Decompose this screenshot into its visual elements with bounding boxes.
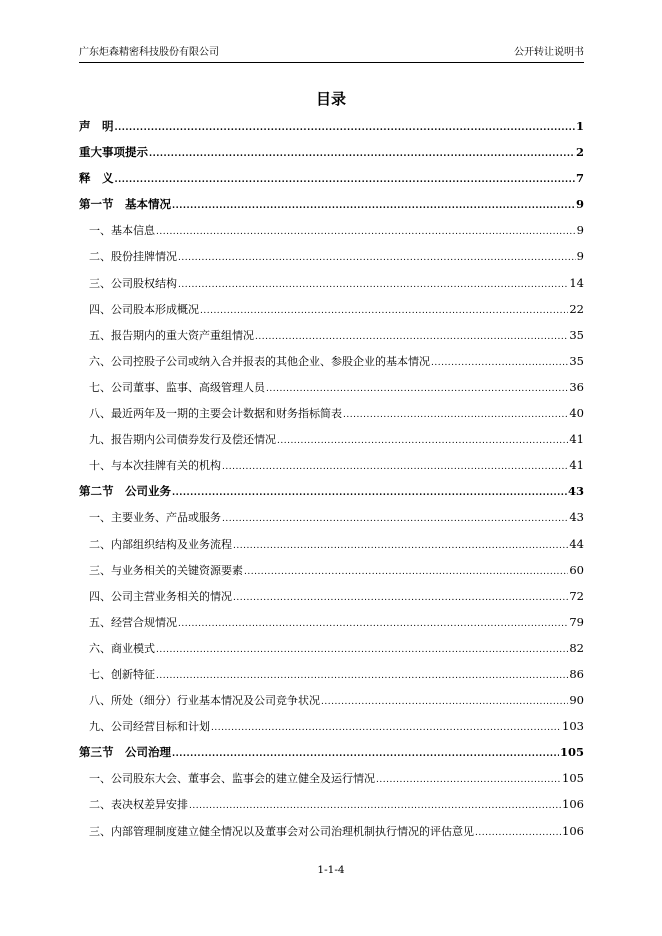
- toc-dot-leader: [178, 611, 568, 637]
- toc-section-entry[interactable]: [79, 139, 584, 165]
- toc-section-entry[interactable]: [79, 478, 584, 504]
- toc-entry-page: 82: [569, 640, 584, 655]
- toc-entry-page: 35: [569, 353, 584, 368]
- toc-dot-leader: [321, 689, 568, 715]
- toc-entry-page: 105: [562, 771, 584, 786]
- toc-entry-page: 79: [569, 614, 584, 629]
- toc-dot-leader: [266, 376, 568, 402]
- toc-entry-page: 36: [569, 379, 584, 394]
- toc-entry-page: 44: [569, 536, 584, 551]
- toc-subsection-entry[interactable]: [79, 374, 584, 400]
- toc-dot-leader: [115, 167, 575, 193]
- toc-entry-page: 106: [562, 797, 584, 812]
- toc-entry-label: 四、公司股本形成概况: [89, 302, 199, 316]
- toc-entry-page: 86: [569, 666, 584, 681]
- toc-entry-page: 41: [569, 458, 584, 473]
- toc-dot-leader: [149, 141, 575, 167]
- toc-dot-leader: [178, 272, 568, 298]
- toc-dot-leader: [156, 637, 568, 663]
- toc-entry-label: 十、与本次挂牌有关的机构: [89, 459, 221, 473]
- toc-subsection-entry[interactable]: [79, 348, 584, 374]
- toc-dot-leader: [178, 245, 576, 271]
- toc-entry-page: 41: [569, 432, 584, 447]
- toc-subsection-entry[interactable]: [79, 818, 584, 844]
- toc-subsection-entry[interactable]: [79, 791, 584, 817]
- toc-dot-leader: [431, 350, 568, 376]
- toc-entry-label: 释 义: [79, 171, 114, 186]
- toc-section-entry[interactable]: [79, 739, 584, 765]
- toc-dot-leader: [222, 454, 568, 480]
- toc-subsection-entry[interactable]: [79, 400, 584, 426]
- toc-entry-label: 五、报告期内的重大资产重组情况: [89, 328, 254, 342]
- toc-dot-leader: [233, 533, 568, 559]
- toc-entry-label: 三、公司股权结构: [89, 276, 177, 290]
- toc-dot-leader: [172, 193, 575, 219]
- toc-subsection-entry[interactable]: [79, 583, 584, 609]
- toc-entry-page: 72: [569, 588, 584, 603]
- toc-subsection-entry[interactable]: [79, 765, 584, 791]
- toc-entry-label: 九、公司经营目标和计划: [89, 720, 210, 734]
- toc-subsection-entry[interactable]: [79, 504, 584, 530]
- toc-entry-label: 重大事项提示: [79, 145, 148, 160]
- toc-entry-page: 2: [575, 145, 584, 160]
- toc-entry-label: 四、公司主营业务相关的情况: [89, 589, 232, 603]
- toc-subsection-entry[interactable]: [79, 713, 584, 739]
- toc-dot-leader: [172, 480, 567, 506]
- toc-dot-leader: [200, 298, 568, 324]
- toc-entry-label: 三、内部管理制度建立健全情况以及董事会对公司治理机制执行情况的评估意见: [89, 824, 474, 838]
- toc-entry-page: 43: [569, 510, 584, 525]
- toc-entry-label: 一、公司股东大会、董事会、监事会的建立健全及运行情况: [89, 772, 375, 786]
- toc-entry-page: 9: [576, 249, 584, 264]
- toc-entry-label: 二、股份挂牌情况: [89, 250, 177, 264]
- toc-entry-page: 90: [569, 693, 584, 708]
- toc-dot-leader: [343, 402, 568, 428]
- toc-entry-label: 声 明: [79, 119, 114, 133]
- toc-entry-page: 14: [569, 275, 584, 290]
- toc-section-entry[interactable]: [79, 113, 584, 139]
- toc-dot-leader: [189, 793, 561, 819]
- toc-subsection-entry[interactable]: [79, 217, 584, 243]
- toc-entry-page: 9: [575, 197, 584, 212]
- toc-entry-page: 7: [575, 171, 584, 186]
- toc-entry-page: 43: [567, 484, 584, 499]
- table-of-contents: [79, 113, 584, 844]
- toc-subsection-entry[interactable]: [79, 531, 584, 557]
- toc-dot-leader: [475, 820, 561, 846]
- toc-entry-label: 九、报告期内公司债券发行及偿还情况: [89, 433, 276, 447]
- toc-subsection-entry[interactable]: [79, 557, 584, 583]
- toc-dot-leader: [255, 324, 568, 350]
- header-company-name: 广东炬森精密科技股份有限公司: [79, 47, 219, 58]
- toc-entry-label: 七、创新特征: [89, 667, 155, 681]
- toc-entry-page: 60: [569, 562, 584, 577]
- toc-entry-page: 40: [569, 406, 584, 421]
- toc-entry-label: 五、经营合规情况: [89, 615, 177, 629]
- toc-title: 目录: [315, 90, 346, 108]
- page-number: 1-1-4: [317, 864, 345, 876]
- toc-dot-leader: [172, 741, 559, 767]
- page-header: [79, 46, 584, 63]
- toc-dot-leader: [244, 559, 568, 585]
- toc-entry-page: 22: [569, 301, 584, 316]
- toc-entry-page: 106: [562, 823, 584, 838]
- toc-entry-label: 第三节 公司治理: [79, 745, 171, 760]
- toc-entry-page: 35: [569, 327, 584, 342]
- toc-dot-leader: [115, 115, 575, 141]
- toc-entry-label: 第一节 基本情况: [79, 197, 171, 212]
- toc-entry-page: 9: [576, 223, 584, 238]
- toc-subsection-entry[interactable]: [79, 296, 584, 322]
- toc-entry-page: 1: [575, 119, 584, 133]
- toc-entry-label: 六、公司控股子公司或纳入合并报表的其他企业、参股企业的基本情况: [89, 354, 430, 368]
- toc-dot-leader: [211, 715, 561, 741]
- toc-subsection-entry[interactable]: [79, 270, 584, 296]
- toc-section-entry[interactable]: [79, 191, 584, 217]
- toc-subsection-entry[interactable]: [79, 452, 584, 478]
- toc-entry-label: 一、基本信息: [89, 224, 155, 238]
- toc-dot-leader: [376, 767, 561, 793]
- toc-section-entry[interactable]: [79, 165, 584, 191]
- toc-dot-leader: [222, 506, 568, 532]
- toc-subsection-entry[interactable]: [79, 243, 584, 269]
- toc-entry-label: 二、内部组织结构及业务流程: [89, 537, 232, 551]
- toc-entry-label: 三、与业务相关的关键资源要素: [89, 563, 243, 577]
- toc-subsection-entry[interactable]: [79, 687, 584, 713]
- toc-entry-page: 103: [562, 719, 584, 734]
- toc-entry-label: 二、表决权差异安排: [89, 798, 188, 812]
- toc-entry-label: 八、最近两年及一期的主要会计数据和财务指标简表: [89, 407, 342, 421]
- toc-entry-label: 七、公司董事、监事、高级管理人员: [89, 380, 265, 394]
- toc-entry-label: 一、主要业务、产品或服务: [89, 511, 221, 525]
- toc-subsection-entry[interactable]: [79, 426, 584, 452]
- toc-subsection-entry[interactable]: [79, 635, 584, 661]
- toc-dot-leader: [156, 219, 576, 245]
- toc-subsection-entry[interactable]: [79, 609, 584, 635]
- toc-subsection-entry[interactable]: [79, 322, 584, 348]
- toc-entry-label: 六、商业模式: [89, 641, 155, 655]
- toc-dot-leader: [156, 663, 568, 689]
- toc-subsection-entry[interactable]: [79, 661, 584, 687]
- toc-dot-leader: [233, 585, 568, 611]
- toc-entry-label: 八、所处（细分）行业基本情况及公司竞争状况: [89, 694, 320, 708]
- header-document-type: 公开转让说明书: [514, 47, 584, 58]
- toc-entry-label: 第二节 公司业务: [79, 484, 171, 499]
- toc-entry-page: 105: [559, 745, 584, 760]
- toc-dot-leader: [277, 428, 568, 454]
